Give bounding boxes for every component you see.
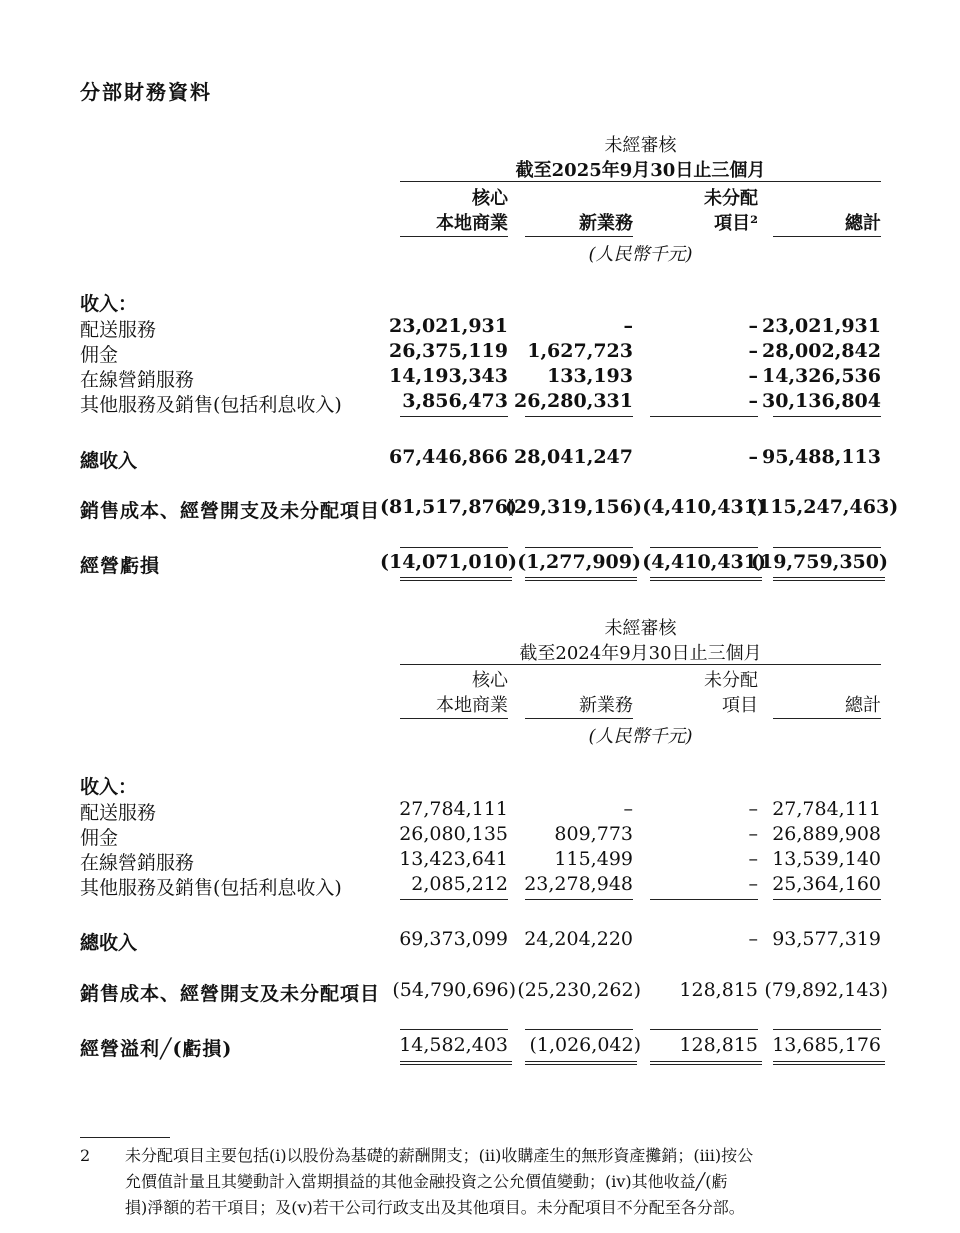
cell: 115,499 bbox=[554, 848, 633, 870]
row-label: 在線營銷服務 bbox=[80, 852, 195, 874]
row-label-total-revenue: 總收入 bbox=[80, 932, 138, 954]
page-title: 分部財務資料 bbox=[80, 80, 212, 104]
cell: 26,280,331 bbox=[514, 390, 633, 412]
period-header-line2: 截至2024年9月30日止三個月 bbox=[519, 643, 762, 664]
cell: (14,071,010) bbox=[380, 551, 517, 573]
row-label: 佣金 bbox=[80, 827, 119, 849]
cell: – bbox=[623, 798, 633, 820]
footnote-number: 2 bbox=[80, 1146, 91, 1165]
cell: 26,375,119 bbox=[389, 340, 508, 362]
cell: (1,026,042) bbox=[529, 1034, 641, 1056]
cell: 13,539,140 bbox=[772, 848, 881, 870]
cell: (25,230,262) bbox=[517, 979, 641, 1001]
cell: – bbox=[748, 365, 758, 387]
cell: (81,517,876) bbox=[380, 496, 517, 518]
period-header-line2: 截至2025年9月30日止三個月 bbox=[515, 160, 766, 181]
unit-label: (人民幣千元) bbox=[588, 244, 693, 265]
cell: 93,577,319 bbox=[772, 928, 881, 950]
cell: 128,815 bbox=[679, 979, 758, 1001]
column-header-unallocated: 未分配 項目² bbox=[704, 188, 758, 234]
cell: (4,410,431) bbox=[642, 551, 766, 573]
cell: 24,204,220 bbox=[524, 928, 633, 950]
cell: 133,193 bbox=[547, 365, 633, 387]
cell: 26,080,135 bbox=[399, 823, 508, 845]
column-header-new: 新業務 bbox=[579, 213, 633, 234]
cell: – bbox=[623, 315, 633, 337]
cell: 128,815 bbox=[679, 1034, 758, 1056]
cell: – bbox=[748, 390, 758, 412]
row-label-costs: 銷售成本、經營開支及未分配項目 bbox=[80, 983, 381, 1005]
cell: (79,892,143) bbox=[764, 979, 888, 1001]
cell: – bbox=[748, 446, 758, 468]
cell: – bbox=[748, 873, 758, 895]
cell: 69,373,099 bbox=[399, 928, 508, 950]
cell: – bbox=[748, 823, 758, 845]
cell: 25,364,160 bbox=[772, 873, 881, 895]
cell: (115,247,463) bbox=[748, 496, 899, 518]
cell: (54,790,696) bbox=[392, 979, 516, 1001]
column-header-unallocated: 未分配 項目 bbox=[704, 670, 758, 716]
cell: – bbox=[748, 315, 758, 337]
column-header-total: 總計 bbox=[845, 695, 881, 716]
cell: 14,326,536 bbox=[762, 365, 881, 387]
cell: 14,193,343 bbox=[389, 365, 508, 387]
row-label: 配送服務 bbox=[80, 319, 157, 341]
cell: 28,041,247 bbox=[514, 446, 633, 468]
cell: – bbox=[748, 340, 758, 362]
column-header-core: 核心 本地商業 bbox=[436, 188, 508, 234]
cell: 30,136,804 bbox=[762, 390, 881, 412]
row-label-operating-result: 經營虧損 bbox=[80, 555, 161, 577]
cell: (29,319,156) bbox=[505, 496, 642, 518]
period-header-line1: 未經審核 bbox=[604, 135, 677, 156]
row-label: 佣金 bbox=[80, 344, 119, 366]
row-label: 其他服務及銷售(包括利息收入) bbox=[80, 877, 342, 899]
period-header-line1: 未經審核 bbox=[604, 618, 677, 639]
cell: 26,889,908 bbox=[772, 823, 881, 845]
cell: 13,685,176 bbox=[772, 1034, 881, 1056]
row-label: 其他服務及銷售(包括利息收入) bbox=[80, 394, 342, 416]
cell: (1,277,909) bbox=[517, 551, 641, 573]
cell: – bbox=[748, 848, 758, 870]
cell: (19,759,350) bbox=[751, 551, 888, 573]
cell: 95,488,113 bbox=[762, 446, 881, 468]
revenue-heading: 收入： bbox=[80, 776, 138, 798]
column-header-total: 總計 bbox=[845, 213, 881, 234]
row-label-costs: 銷售成本、經營開支及未分配項目 bbox=[80, 500, 381, 522]
column-header-core: 核心 本地商業 bbox=[436, 670, 508, 716]
cell: 14,582,403 bbox=[399, 1034, 508, 1056]
cell: 23,278,948 bbox=[524, 873, 633, 895]
column-header-new: 新業務 bbox=[579, 695, 633, 716]
footnote-text: 未分配項目主要包括(i)以股份為基礎的薪酬開支；(ii)收購產生的無形資產攤銷；(iii)按公 允價值計量且其變動計入當期損益的其他金融投資之公允價值變動；(iv)其他收益╱(虧 損)淨額的若干項目；及(v)若干公司行政支出及其他項目。未分配項目不分配至各分部。 bbox=[125, 1146, 754, 1217]
revenue-heading: 收入： bbox=[80, 293, 138, 315]
row-label: 在線營銷服務 bbox=[80, 369, 195, 391]
row-label-total-revenue: 總收入 bbox=[80, 450, 138, 472]
cell: 2,085,212 bbox=[411, 873, 508, 895]
cell: – bbox=[748, 928, 758, 950]
cell: 809,773 bbox=[554, 823, 633, 845]
row-label-operating-result: 經營溢利╱(虧損) bbox=[80, 1038, 233, 1060]
cell: (4,410,431) bbox=[642, 496, 766, 518]
cell: 23,021,931 bbox=[389, 315, 508, 337]
cell: 1,627,723 bbox=[527, 340, 633, 362]
cell: 28,002,842 bbox=[762, 340, 881, 362]
cell: 23,021,931 bbox=[762, 315, 881, 337]
cell: 27,784,111 bbox=[772, 798, 881, 820]
row-label: 配送服務 bbox=[80, 802, 157, 824]
cell: 13,423,641 bbox=[399, 848, 508, 870]
unit-label: (人民幣千元) bbox=[588, 726, 693, 747]
cell: 67,446,866 bbox=[389, 446, 508, 468]
cell: 27,784,111 bbox=[399, 798, 508, 820]
cell: – bbox=[748, 798, 758, 820]
cell: 3,856,473 bbox=[402, 390, 508, 412]
